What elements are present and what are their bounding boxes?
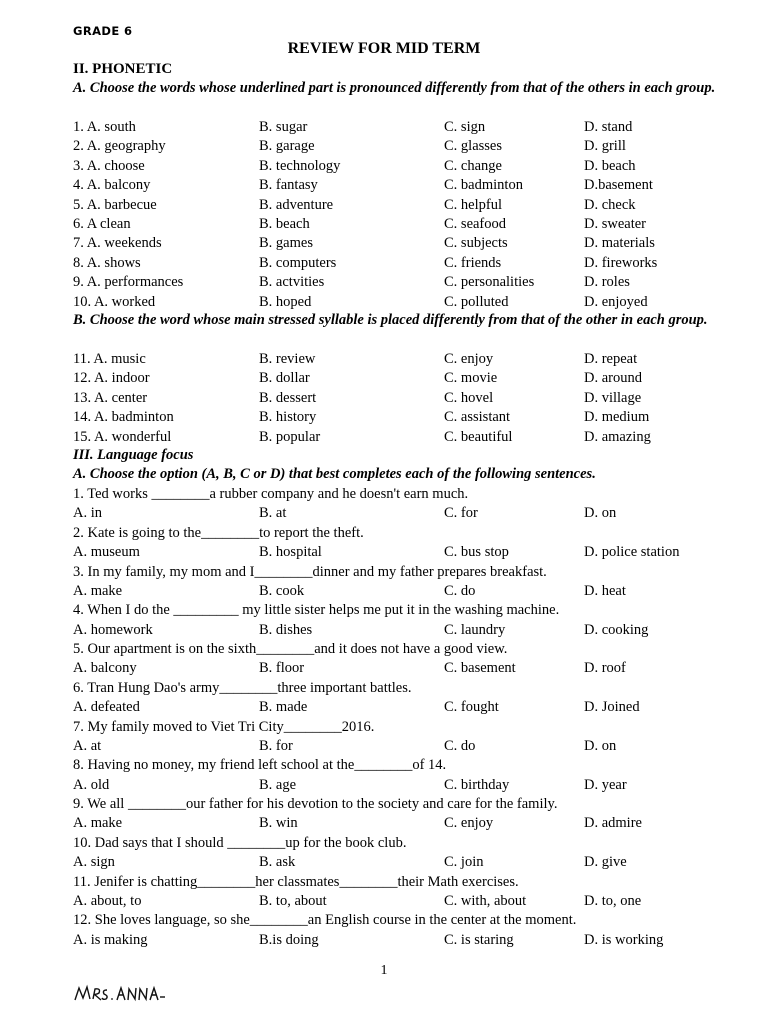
option-c: C. birthday — [444, 776, 510, 793]
option-d: D. roof — [584, 660, 626, 677]
phonetic-item-row — [73, 273, 733, 292]
question-options-row — [73, 621, 733, 640]
stress-item-row — [73, 350, 733, 369]
option-d: D. sweater — [584, 216, 647, 232]
option-b: B. fantasy — [259, 177, 318, 194]
option-b: B. ask — [259, 854, 296, 871]
question-text: 6. Tran Hung Dao's army________three important battles. — [73, 679, 412, 696]
question-text: 8. Having no money, my friend left school at the________of 14. — [73, 757, 447, 774]
option-d: D. repeat — [584, 351, 638, 367]
option-d: D. give — [584, 854, 627, 871]
option-a: 4. A. balcony — [73, 177, 151, 194]
option-c: C. laundry — [444, 621, 506, 638]
option-c: C. bus stop — [444, 544, 509, 561]
option-a: A. museum — [73, 544, 140, 561]
option-d: D. admire — [584, 815, 642, 832]
option-c: C. movie — [444, 370, 498, 387]
option-b: B. games — [259, 235, 313, 252]
option-b: B. floor — [259, 660, 305, 677]
option-b: B. adventure — [259, 196, 334, 213]
option-d: D. enjoyed — [584, 293, 648, 310]
option-d: D. fireworks — [584, 254, 658, 271]
option-a: A. in — [73, 505, 102, 522]
option-c: C. with, about — [444, 892, 527, 909]
signature-logo — [73, 978, 173, 1010]
option-b: B. dishes — [259, 621, 313, 638]
option-d: D. to, one — [584, 892, 642, 909]
question-text: 2. Kate is going to the________to report the theft. — [73, 524, 364, 541]
section-heading-language: III. Language focus — [73, 447, 194, 463]
option-b: B. at — [259, 505, 287, 522]
phonetic-item-row — [73, 293, 733, 312]
option-b: B. actvities — [259, 274, 325, 291]
option-d: D. check — [584, 196, 636, 213]
question-options-row — [73, 659, 733, 678]
question-text: 3. In my family, my mom and I________dinner and my father prepares breakfast. — [73, 563, 547, 580]
option-c: C. for — [444, 505, 478, 522]
option-b: B. beach — [259, 216, 310, 232]
option-d: D. grill — [584, 138, 626, 155]
option-c: C. is staring — [444, 931, 514, 948]
option-a: 8. A. shows — [73, 254, 141, 271]
option-b: B. history — [259, 409, 317, 426]
option-a: A. homework — [73, 621, 153, 638]
option-b: B. dessert — [259, 389, 317, 406]
option-d: D. on — [584, 737, 617, 754]
question-options-row — [73, 543, 733, 562]
phonetic-item-row — [73, 157, 733, 176]
option-c: C. beautiful — [444, 428, 513, 445]
option-d: D. around — [584, 370, 642, 387]
option-a: A. make — [73, 815, 123, 832]
option-d: D. heat — [584, 582, 626, 599]
stress-item-row — [73, 408, 733, 427]
option-a: A. sign — [73, 854, 115, 871]
option-c: C. change — [444, 157, 502, 174]
option-a: 6. A clean — [73, 216, 131, 232]
option-a: A. at — [73, 737, 102, 754]
option-a: 3. A. choose — [73, 157, 145, 174]
question-text: 10. Dad says that I should ________up for the book club. — [73, 834, 407, 851]
option-a: 10. A. worked — [73, 293, 156, 310]
question-options-row — [73, 582, 733, 601]
option-c: C. personalities — [444, 274, 535, 291]
instruction-language-a: A. Choose the option (A, B, C or D) that best completes each of the following sentences. — [73, 466, 596, 482]
option-a: A. balcony — [73, 660, 137, 677]
option-c: C. polluted — [444, 293, 509, 310]
phonetic-item-row — [73, 137, 733, 156]
option-a: A. make — [73, 582, 123, 599]
option-a: A. defeated — [73, 699, 140, 716]
option-b: B. win — [259, 815, 298, 832]
page-title: REVIEW FOR MID TERM — [287, 40, 481, 57]
page-number: 1 — [380, 963, 388, 978]
option-a: 1. A. south — [73, 119, 136, 135]
option-b: B. hospital — [259, 544, 322, 561]
option-a: 12. A. indoor — [73, 370, 150, 387]
question-text: 11. Jenifer is chatting________her classmates________their Math exercises. — [73, 873, 519, 890]
option-b: B. hoped — [259, 293, 312, 310]
question-options-row — [73, 698, 733, 717]
option-c: C. do — [444, 582, 476, 599]
option-d: D.basement — [584, 177, 653, 194]
option-d: D. year — [584, 776, 627, 793]
phonetic-item-row — [73, 176, 733, 195]
stress-item-row — [73, 428, 733, 447]
option-a: 5. A. barbecue — [73, 196, 157, 213]
option-a: A. old — [73, 776, 110, 793]
question-text: 12. She loves language, so she________an English course in the center at the moment. — [73, 912, 577, 929]
option-c: C. basement — [444, 660, 516, 677]
option-c: C. hovel — [444, 389, 494, 406]
option-c: C. friends — [444, 254, 502, 271]
option-b: B. to, about — [259, 892, 327, 909]
option-c: C. subjects — [444, 235, 508, 252]
option-d: D. police station — [584, 544, 680, 561]
question-options-row — [73, 931, 733, 950]
option-b: B.is doing — [259, 931, 319, 948]
option-c: C. glasses — [444, 138, 502, 155]
instruction-b: B. Choose the word whose main stressed syllable is placed differently from that of the other in each group. — [73, 312, 708, 328]
option-c: C. do — [444, 737, 476, 754]
option-b: B. made — [259, 699, 308, 716]
option-b: B. technology — [259, 157, 341, 174]
option-a: A. is making — [73, 931, 148, 948]
option-c: C. seafood — [444, 216, 507, 232]
option-c: C. enjoy — [444, 351, 494, 367]
option-b: B. review — [259, 351, 316, 367]
stress-item-row — [73, 389, 733, 408]
option-d: D. amazing — [584, 428, 651, 445]
phonetic-item-row — [73, 234, 733, 253]
option-d: D. on — [584, 505, 617, 522]
question-options-row — [73, 892, 733, 911]
option-c: C. assistant — [444, 409, 511, 426]
option-d: D. medium — [584, 409, 650, 426]
option-d: D. village — [584, 389, 642, 406]
question-options-row — [73, 776, 733, 795]
option-a: 9. A. performances — [73, 274, 184, 291]
section-heading-phonetic: II. PHONETIC — [73, 61, 173, 77]
grade-label: GRADE 6 — [73, 24, 133, 38]
phonetic-item-row — [73, 254, 733, 273]
option-c: C. helpful — [444, 196, 502, 213]
option-c: C. fought — [444, 699, 499, 716]
option-a: 15. A. wonderful — [73, 428, 172, 445]
question-options-row — [73, 814, 733, 833]
option-a: 7. A. weekends — [73, 235, 162, 252]
option-d: D. is working — [584, 931, 664, 948]
option-d: D. roles — [584, 274, 630, 291]
option-c: C. badminton — [444, 177, 523, 194]
phonetic-item-row — [73, 215, 733, 234]
question-text: 5. Our apartment is on the sixth________and it does not have a good view. — [73, 641, 508, 657]
phonetic-item-row — [73, 118, 733, 137]
option-c: C. enjoy — [444, 815, 494, 832]
option-a: 2. A. geography — [73, 138, 166, 155]
option-a: 11. A. music — [73, 351, 146, 367]
option-d: D. beach — [584, 157, 636, 174]
option-b: B. age — [259, 776, 297, 793]
option-d: D. stand — [584, 119, 633, 135]
question-options-row — [73, 737, 733, 756]
option-d: D. cooking — [584, 621, 649, 638]
question-text: 7. My family moved to Viet Tri City________2016. — [73, 718, 375, 735]
option-d: D. Joined — [584, 699, 640, 716]
option-a: 13. A. center — [73, 389, 148, 406]
option-a: A. about, to — [73, 892, 142, 909]
phonetic-item-row — [73, 196, 733, 215]
option-a: 14. A. badminton — [73, 409, 174, 426]
question-text: 9. We all ________our father for his devotion to the society and care for the family. — [73, 796, 558, 812]
question-options-row — [73, 504, 733, 523]
option-b: B. sugar — [259, 119, 308, 135]
instruction-a: A. Choose the words whose underlined part is pronounced differently from that of the others in each group. — [73, 80, 716, 96]
question-options-row — [73, 853, 733, 872]
option-b: B. popular — [259, 428, 321, 445]
stress-item-row — [73, 369, 733, 388]
option-b: B. cook — [259, 582, 305, 599]
question-text: 4. When I do the _________ my little sister helps me put it in the washing machine. — [73, 602, 560, 619]
question-text: 1. Ted works ________a rubber company and he doesn't earn much. — [73, 486, 469, 502]
option-b: B. computers — [259, 254, 337, 271]
option-b: B. for — [259, 737, 293, 754]
option-d: D. materials — [584, 235, 655, 252]
option-c: C. sign — [444, 119, 486, 135]
option-b: B. garage — [259, 138, 315, 155]
option-c: C. join — [444, 854, 484, 871]
option-b: B. dollar — [259, 370, 310, 387]
